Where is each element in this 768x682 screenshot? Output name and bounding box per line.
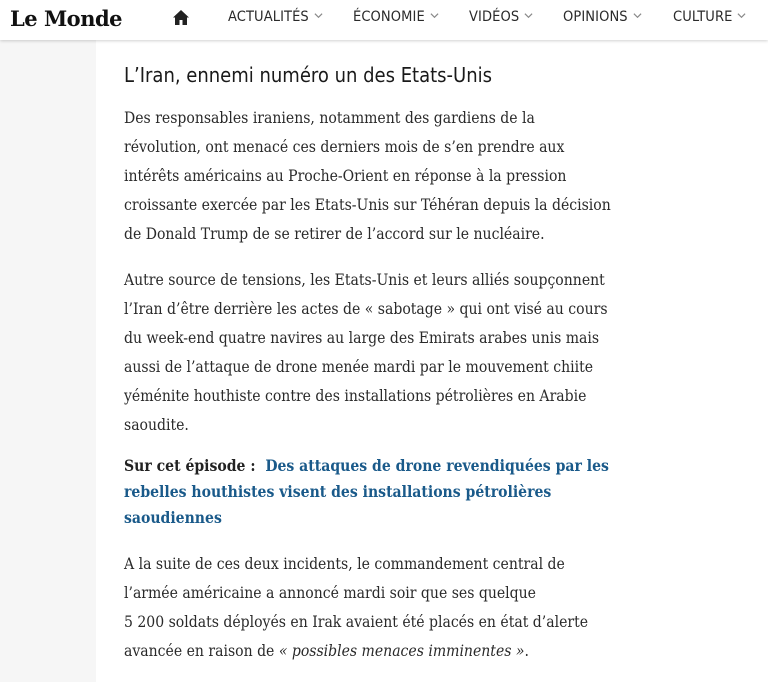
section-heading: L’Iran, ennemi numéro un des Etats-Unis [124, 63, 493, 87]
chevron-down-icon [524, 11, 533, 20]
paragraph-line: saoudite. [124, 416, 189, 434]
article-column [96, 40, 768, 682]
paragraph-line [124, 637, 724, 666]
nav-item-economie[interactable] [353, 9, 439, 25]
site-logo[interactable]: Le Monde [10, 6, 123, 31]
chevron-down-icon [314, 11, 323, 20]
chevron-down-icon [633, 11, 642, 20]
related-episode [124, 453, 724, 531]
chevron-down-icon [737, 11, 746, 20]
paragraph-3 [124, 550, 724, 666]
home-icon[interactable] [172, 8, 190, 28]
paragraph-line: Autre source de tensions, les Etats-Unis et leurs alliés soupçonnent [124, 271, 605, 289]
paragraph-line: A la suite de ces deux incidents, le commandement central de [124, 555, 565, 573]
paragraph-line: croissante exercée par les Etats-Unis sur Téhéran depuis la décision [124, 196, 611, 214]
paragraph-line: l’Iran d’être derrière les actes de « sabotage » qui ont visé au cours [124, 300, 608, 318]
quote-text: « possibles menaces imminentes » [278, 642, 525, 660]
paragraph-line: du week-end quatre navires au large des Emirats arabes unis mais [124, 329, 600, 347]
related-link[interactable]: Des attaques de drone revendiquées par les [265, 456, 609, 475]
paragraph-text: . [524, 642, 529, 660]
paragraph-line: révolution, ont menacé ces derniers mois de s’en prendre aux [124, 138, 565, 156]
paragraph-line: Des responsables iraniens, notamment des gardiens de la [124, 109, 535, 127]
top-navigation [0, 0, 768, 40]
paragraph-line: intérêts américains au Proche-Orient en réponse à la pression [124, 167, 567, 185]
nav-item-label: ÉCONOMIE [353, 9, 425, 25]
related-link[interactable]: rebelles houthistes visent des installations pétrolières [124, 482, 552, 501]
nav-item-label: VIDÉOS [469, 9, 520, 25]
chevron-down-icon [430, 11, 439, 20]
related-link[interactable]: saoudiennes [124, 508, 222, 527]
paragraph-line: yéménite houthiste contre des installations pétrolières en Arabie [124, 387, 587, 405]
paragraph-line: l’armée américaine a annoncé mardi soir que ses quelque [124, 584, 536, 602]
paragraph-text: avancée en raison de [124, 642, 279, 660]
nav-item-videos[interactable] [469, 9, 533, 25]
paragraph-line: de Donald Trump de se retirer de l’accord sur le nucléaire. [124, 225, 545, 243]
nav-item-culture[interactable] [673, 9, 746, 25]
paragraph-line: 5 200 soldats déployés en Irak avaient été placés en état d’alerte [124, 613, 589, 631]
nav-item-actualites[interactable] [228, 9, 323, 25]
related-label: Sur cet épisode : [124, 456, 256, 475]
nav-item-label: OPINIONS [563, 9, 628, 25]
paragraph-line: aussi de l’attaque de drone menée mardi par le mouvement chiite [124, 358, 594, 376]
nav-item-opinions[interactable] [563, 9, 642, 25]
paragraph-2 [124, 266, 724, 440]
nav-item-label: ACTUALITÉS [228, 9, 309, 25]
nav-item-label: CULTURE [673, 9, 733, 25]
paragraph-1 [124, 104, 724, 249]
